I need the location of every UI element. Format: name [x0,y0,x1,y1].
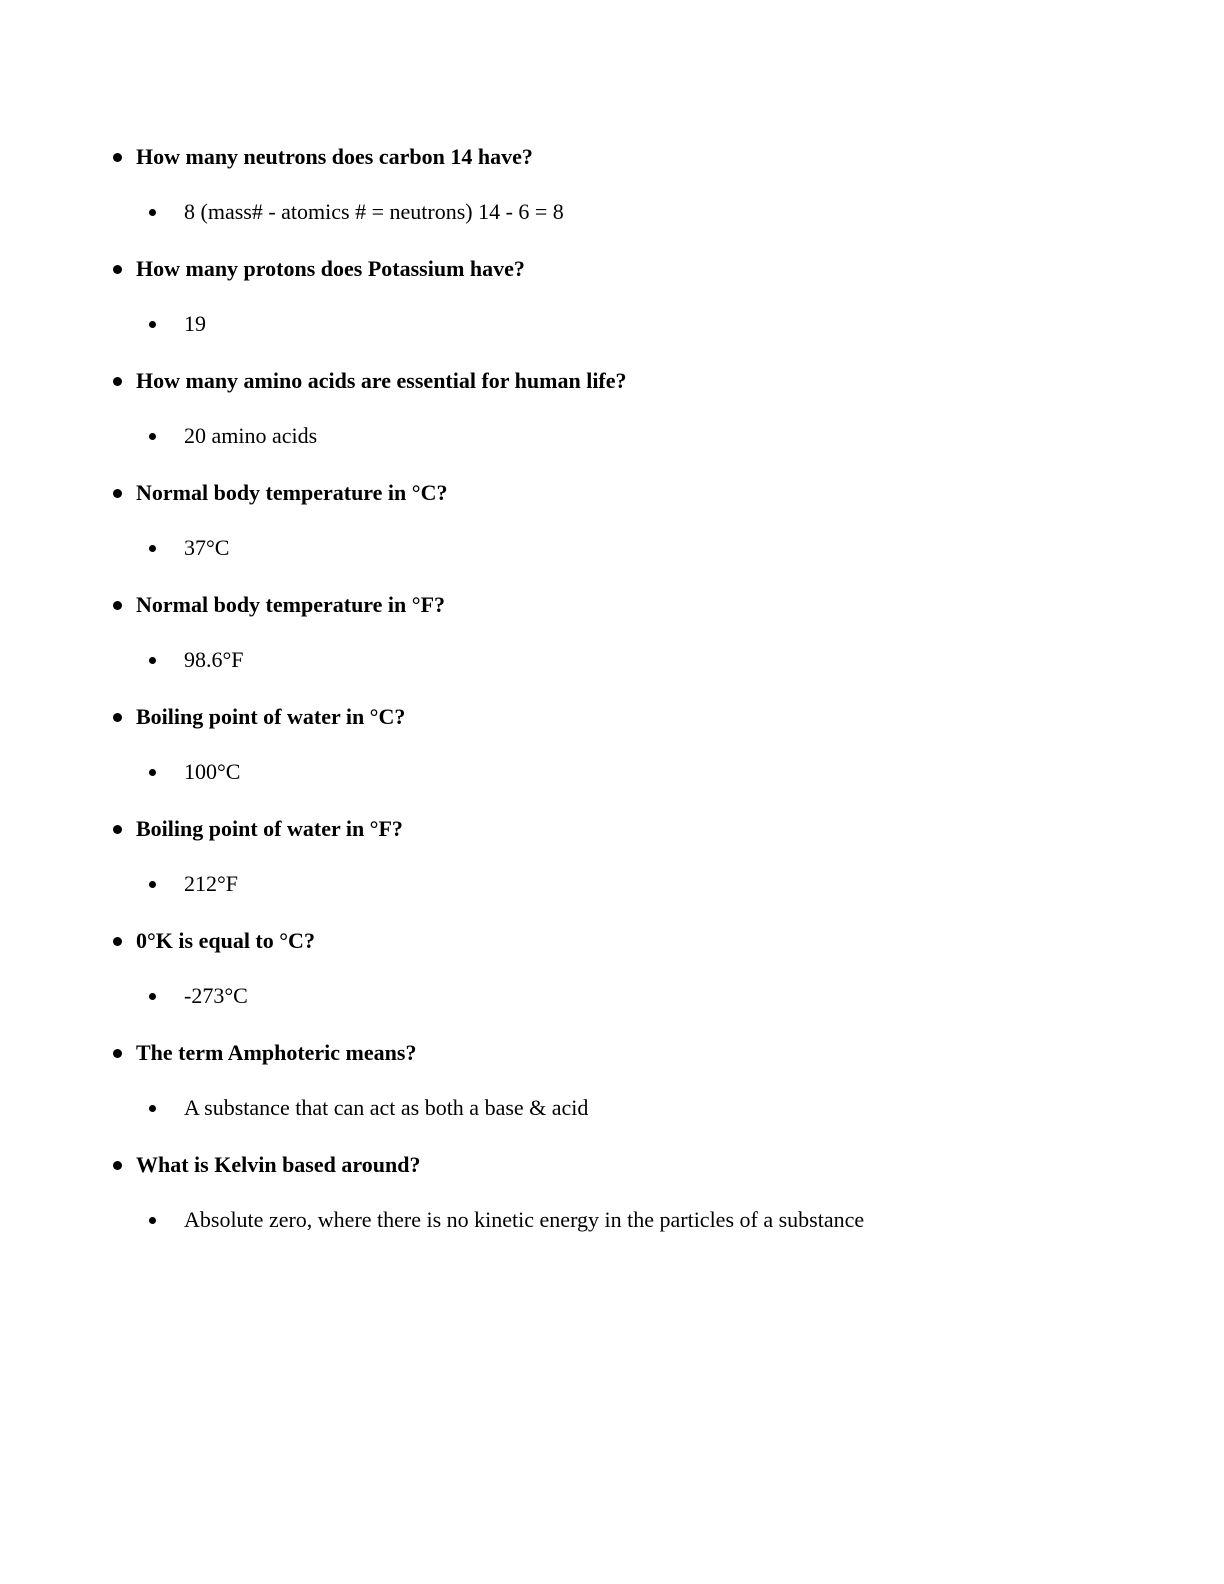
answer-bullet [149,881,156,888]
answer-text: 8 (mass# - atomics # = neutrons) 14 - 6 = 8 [184,199,564,224]
answer-text: 98.6°F [184,647,244,672]
question-text: Boiling point of water in °C? [136,704,406,729]
answer-bullet [149,545,156,552]
question-text: How many neutrons does carbon 14 have? [136,144,533,169]
question-bullet [113,1049,122,1058]
question-bullet [113,153,122,162]
question-text: How many protons does Potassium have? [136,256,525,281]
answer-text: A substance that can act as both a base & acid [184,1095,589,1120]
question-text: 0°K is equal to °C? [136,928,315,953]
answer-text: 19 [184,311,206,336]
answer-text: -273°C [184,983,248,1008]
question-bullet [113,265,122,274]
answer-bullet [149,209,156,216]
question-text: What is Kelvin based around? [136,1152,421,1177]
question-text: Boiling point of water in °F? [136,816,403,841]
question-text: Normal body temperature in °C? [136,480,448,505]
answer-bullet [149,993,156,1000]
question-bullet [113,825,122,834]
question-bullet [113,377,122,386]
answer-bullet [149,657,156,664]
answer-bullet [149,433,156,440]
question-bullet [113,489,122,498]
question-bullet [113,1161,122,1170]
answer-bullet [149,1217,156,1224]
answer-text: Absolute zero, where there is no kinetic energy in the particles of a substance [184,1207,865,1232]
question-text: The term Amphoteric means? [136,1040,417,1065]
answer-bullet [149,769,156,776]
answer-bullet [149,321,156,328]
answer-text: 37°C [184,535,230,560]
question-bullet [113,713,122,722]
question-bullet [113,601,122,610]
question-text: Normal body temperature in °F? [136,592,446,617]
answer-text: 100°C [184,759,241,784]
answer-text: 20 amino acids [184,423,318,448]
question-text: How many amino acids are essential for human life? [136,368,627,393]
answer-bullet [149,1105,156,1112]
question-bullet [113,937,122,946]
answer-text: 212°F [184,871,239,896]
